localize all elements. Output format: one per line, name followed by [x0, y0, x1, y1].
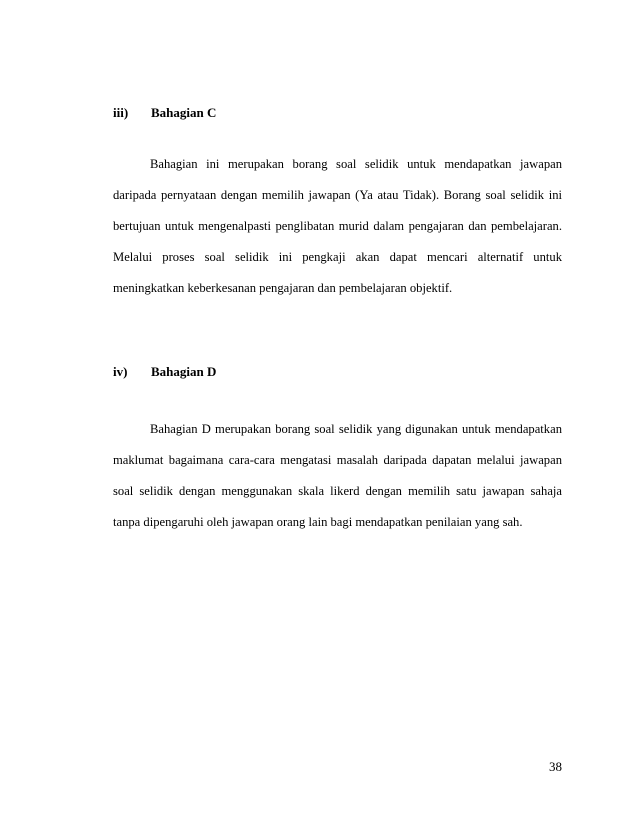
- section-number: iv): [113, 364, 128, 379]
- section-number: iii): [113, 105, 129, 120]
- section-title: Bahagian C: [151, 105, 217, 120]
- section-heading-d: [113, 364, 216, 380]
- section-paragraph-c: Bahagian ini merupakan borang soal selidik untuk mendapatkan jawapan daripada pernyataan dengan memilih jawapan (Ya atau Tidak). Borang soal selidik ini bertujuan untuk mengenalpasti penglibatan murid dalam pengajaran dan pembelajaran. Melalui proses soal selidik ini pengkaji akan dapat mencari alternatif untuk meningkatkan keberkesanan pengajaran dan pembelajaran objektif.: [113, 157, 562, 295]
- page-number: 38: [549, 759, 562, 774]
- section-title: Bahagian D: [151, 364, 217, 379]
- section-heading-c: [113, 105, 216, 121]
- section-paragraph-d: Bahagian D merupakan borang soal selidik yang digunakan untuk mendapatkan maklumat bagaimana cara-cara mengatasi masalah daripada dapatan melalui jawapan soal selidik dengan menggunakan skala likerd dengan memilih satu jawapan sahaja tanpa dipengaruhi oleh jawapan orang lain bagi mendapatkan penilaian yang sah.: [113, 422, 562, 529]
